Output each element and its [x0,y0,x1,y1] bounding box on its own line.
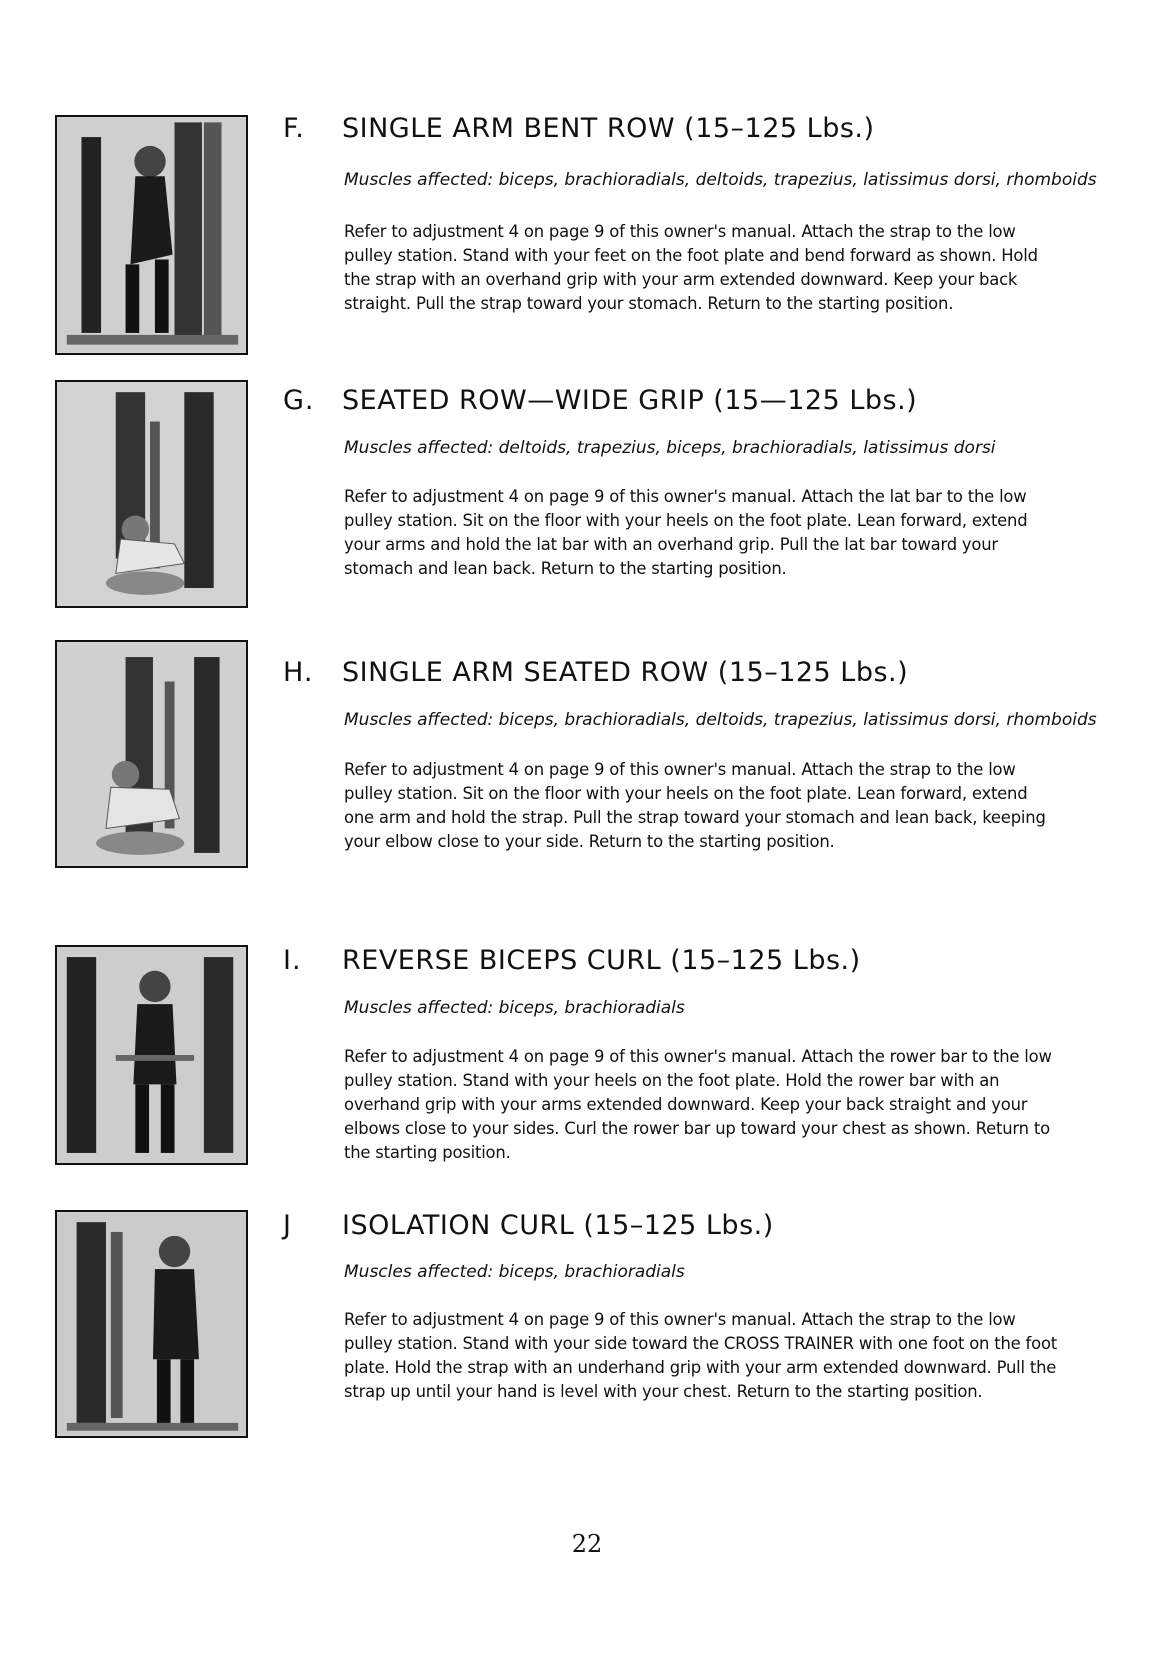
muscles-affected: Muscles affected: biceps, brachioradials [344,1262,685,1282]
exercise-letter: H. [283,657,314,688]
exercise-letter: J [283,1210,292,1241]
exercise-title: SINGLE ARM SEATED ROW (15–125 Lbs.) [342,657,909,688]
exercise-description: Refer to adjustment 4 on page 9 of this owner's manual. Attach the rower bar to the low pulley station. Stand with your heels on the foot plate. Hold the rower bar with an overhand grip with your arms extended downward. Keep your back straight and your elbows close to your sides. Curl the rower bar up toward your chest as shown. Return to the starting position. [344,1047,1052,1162]
exercise-photo [55,115,248,355]
exercise-letter: G. [283,385,315,416]
exercise-letter: F. [283,113,305,144]
exercise-title: REVERSE BICEPS CURL (15–125 Lbs.) [342,945,861,976]
muscles-affected: Muscles affected: biceps, brachioradials, deltoids, trapezius, latissimus dorsi, rhomboids [344,170,1097,190]
page-number: 22 [571,1530,603,1558]
muscles-affected: Muscles affected: biceps, brachioradials, deltoids, trapezius, latissimus dorsi, rhomboids [344,710,1097,730]
exercise-description: Refer to adjustment 4 on page 9 of this owner's manual. Attach the strap to the low pulley station. Stand with your side toward the CROSS TRAINER with one foot on the foot plate. Hold the strap with an underhand grip with your arm extended downward. Pull the strap up until your hand is level with your chest. Return to the starting position. [344,1310,1058,1401]
exercise-photo [55,380,248,608]
machine-illustration [57,1212,246,1436]
exercise-title: ISOLATION CURL (15–125 Lbs.) [342,1210,774,1241]
exercise-description: Refer to adjustment 4 on page 9 of this owner's manual. Attach the strap to the low pulley station. Stand with your feet on the foot plate and bend forward as shown. Hold the strap with an overhand grip with your arm extended downward. Keep your back straight. Pull the strap toward your stomach. Return to the starting position. [344,222,1038,313]
exercise-title: SEATED ROW—WIDE GRIP (15—125 Lbs.) [342,385,918,416]
exercise-photo [55,1210,248,1438]
machine-illustration [57,382,246,606]
machine-illustration [57,642,246,866]
exercise-photo [55,640,248,868]
exercise-title: SINGLE ARM BENT ROW (15–125 Lbs.) [342,113,875,144]
muscles-affected: Muscles affected: biceps, brachioradials [344,998,685,1018]
muscles-affected: Muscles affected: deltoids, trapezius, biceps, brachioradials, latissimus dorsi [344,438,996,458]
exercise-photo [55,945,248,1165]
machine-illustration [57,117,246,353]
exercise-letter: I. [283,945,302,976]
machine-illustration [57,947,246,1163]
exercise-description: Refer to adjustment 4 on page 9 of this owner's manual. Attach the strap to the low pulley station. Sit on the floor with your heels on the foot plate. Lean forward, extend one arm and hold the strap. Pull the strap toward your stomach and lean back, keeping your elbow close to your side. Return to the starting position. [344,760,1046,851]
exercise-description: Refer to adjustment 4 on page 9 of this owner's manual. Attach the lat bar to the low pulley station. Sit on the floor with your heels on the foot plate. Lean forward, extend your arms and hold the lat bar with an overhand grip. Pull the lat bar toward your stomach and lean back. Return to the starting position. [344,487,1028,578]
